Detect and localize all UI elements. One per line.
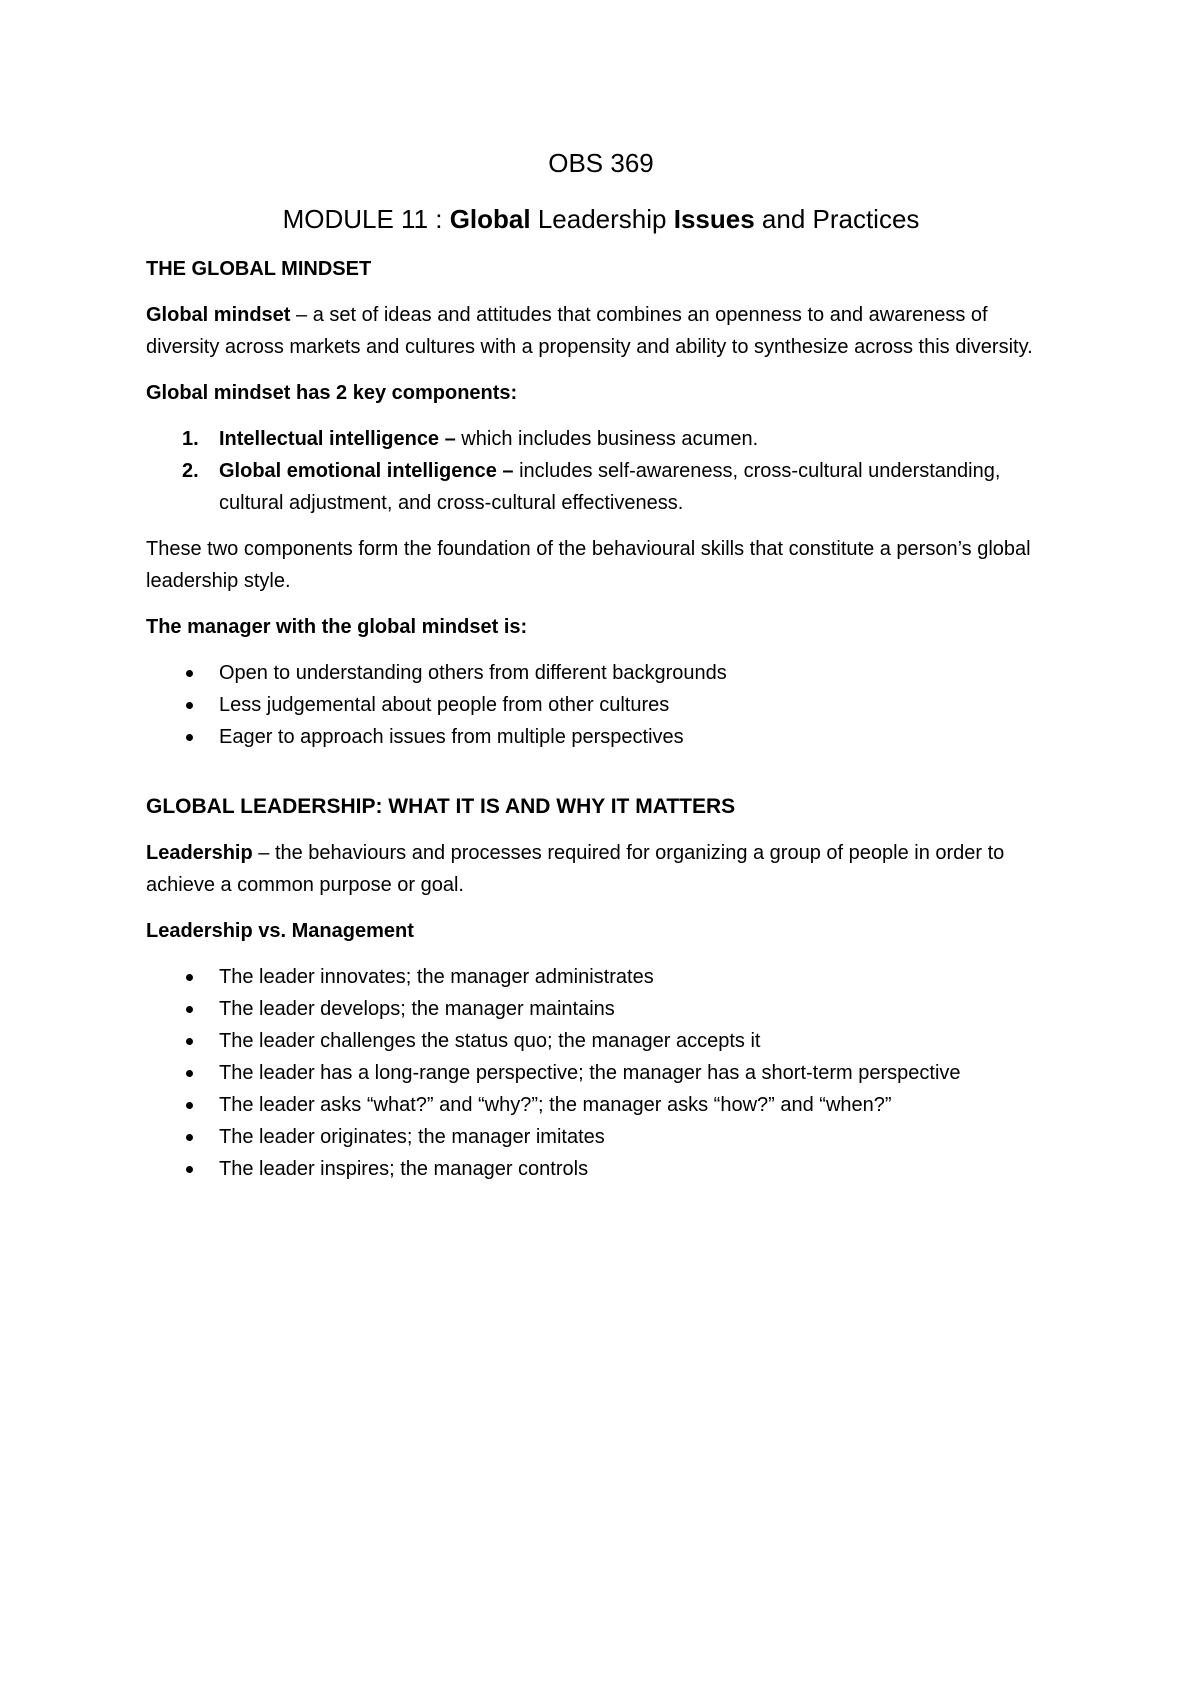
module-title-prefix: MODULE 11 : [282, 204, 450, 234]
bullet-icon [186, 1166, 193, 1173]
bullet-icon [186, 670, 193, 677]
module-title [146, 201, 1056, 237]
comparison-list [146, 961, 1056, 1185]
list-item [146, 1025, 1056, 1057]
components-heading: Global mindset has 2 key components: [146, 382, 518, 404]
list-item-text: Eager to approach issues from multiple perspectives [219, 726, 684, 748]
foundation-paragraph: These two components form the foundation of the behavioural skills that constitute a person’s global leadership style. [146, 538, 1031, 592]
components-list [146, 423, 1056, 519]
list-item-text: Less judgemental about people from other cultures [219, 694, 670, 716]
component-text: which includes business acumen. [455, 428, 759, 450]
bullet-icon [186, 1038, 193, 1045]
definition-text: – a set of ideas and attitudes that combines an openness to and awareness of diversity across markets and cultures with a propensity and ability to synthesize across this diversity. [146, 304, 1033, 358]
bullet-icon [186, 974, 193, 981]
module-title-middle: Leadership [530, 204, 674, 234]
component-term: Intellectual intelligence – [219, 428, 456, 450]
component-text: includes self-awareness, cross-cultural understanding, cultural adjustment, and cross-cultural effectiveness. [219, 460, 1001, 514]
leadership-definition [146, 837, 1056, 901]
list-item-text: The leader originates; the manager imitates [219, 1126, 605, 1148]
list-item [146, 657, 1056, 689]
list-number: 2. [182, 460, 199, 482]
list-item [146, 423, 1056, 455]
list-item-text: The leader innovates; the manager administrates [219, 966, 654, 988]
definition-term: Global mindset [146, 304, 291, 326]
list-item-text: The leader develops; the manager maintains [219, 998, 615, 1020]
list-item [146, 1089, 1056, 1121]
list-item [146, 689, 1056, 721]
list-item-text: The leader asks “what?” and “why?”; the manager asks “how?” and “when?” [219, 1094, 892, 1116]
comparison-heading: Leadership vs. Management [146, 920, 414, 942]
bullet-icon [186, 702, 193, 709]
list-item [146, 721, 1056, 753]
bullet-icon [186, 734, 193, 741]
bullet-icon [186, 1006, 193, 1013]
list-item [146, 1153, 1056, 1185]
bullet-icon [186, 1070, 193, 1077]
list-item-text: The leader challenges the status quo; the manager accepts it [219, 1030, 761, 1052]
module-title-bold: Global [449, 204, 531, 234]
module-title-bold-2: Issues [673, 204, 755, 234]
module-title-suffix: and Practices [754, 204, 920, 234]
manager-traits-list [146, 657, 1056, 753]
list-item [146, 993, 1056, 1025]
definition-text: – the behaviours and processes required for organizing a group of people in order to achieve a common purpose or goal. [146, 842, 1005, 896]
list-item [146, 1121, 1056, 1153]
list-number: 1. [182, 428, 199, 450]
list-item-text: Open to understanding others from different backgrounds [219, 662, 727, 684]
section-heading-global-leadership: GLOBAL LEADERSHIP: WHAT IT IS AND WHY IT MATTERS [146, 795, 736, 818]
bullet-icon [186, 1134, 193, 1141]
list-item [146, 1057, 1056, 1089]
course-code: OBS 369 [548, 148, 654, 178]
list-item [146, 961, 1056, 993]
list-item-text: The leader inspires; the manager controls [219, 1158, 589, 1180]
section-heading-global-mindset: THE GLOBAL MINDSET [146, 258, 372, 280]
list-item [146, 455, 1056, 519]
bullet-icon [186, 1102, 193, 1109]
manager-heading: The manager with the global mindset is: [146, 616, 528, 638]
component-term: Global emotional intelligence – [219, 460, 514, 482]
document-content [146, 145, 1056, 1199]
list-item-text: The leader has a long-range perspective; the manager has a short-term perspective [219, 1062, 961, 1084]
global-mindset-definition [146, 299, 1056, 363]
definition-term: Leadership [146, 842, 253, 864]
